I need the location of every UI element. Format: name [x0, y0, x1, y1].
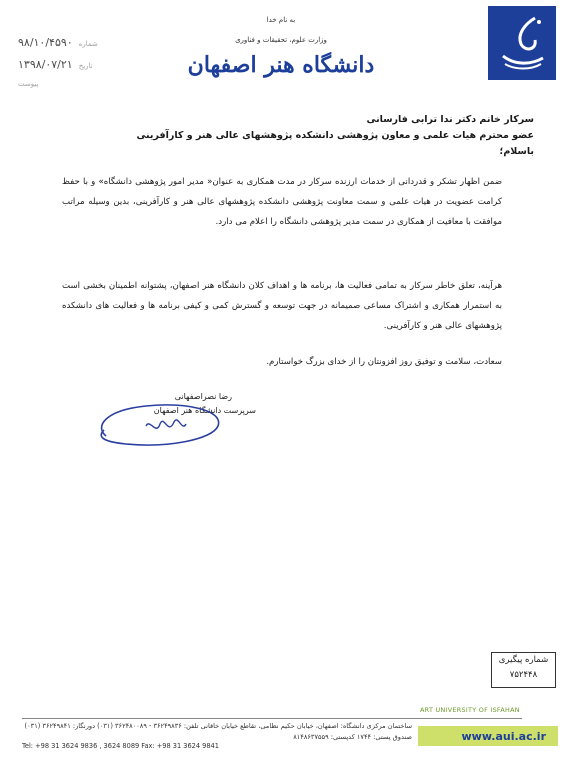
signer-title: سرپرست دانشگاه هنر اصفهان [153, 406, 256, 415]
university-title: دانشگاه هنر اصفهان [187, 52, 375, 78]
footer-postal: صندوق پستی: ۱۷۴۴ کدپستی: ۸۱۴۸۶۳۷۵۵۹ [293, 733, 412, 741]
website-bar [418, 726, 558, 746]
footer-address-text: ساختمان مرکزی دانشگاه: اصفهان، خیابان حکیم نظامی، تقاطع خیابان خاقانی [200, 722, 412, 730]
university-logo-icon [495, 12, 549, 74]
handwritten-signature [86, 396, 236, 454]
besmeh: به نام خدا [266, 16, 296, 24]
body-paragraph-2: هرآینه، تعلق خاطر سرکار به تمامی فعالیت ها، برنامه ها و اهداف کلان دانشگاه هنر اصفهان، پشتوانه اطمینان بخشی است به استمرار همکاری و اشتراک مساعی صمیمانه در جهت توسعه و گسترش کمی و کیفی برنامه ها و فعالیت های دانشکده پژوهشهای عالی هنر و کارآفرینی. [62, 281, 502, 331]
body-paragraph-1: ضمن اظهار تشکر و قدردانی از خدمات ارزنده سرکار در مدت همکاری به عنوان« مدیر امور پژوهشی دانشگاه» و با حفظ کرامت عضویت در هیات علمی و سمت معاونت پژوهشی دانشکده پژوهشهای عالی هنر و کارآفرینی، بدین وسیله مراتب موافقت با معافیت از همکاری در سمت مدیر پژوهشی دانشگاه را اعلام می دارد. [62, 177, 502, 227]
university-logo [488, 6, 556, 80]
footer-address [24, 722, 412, 730]
signer-name: رضا نصراصفهانی [174, 392, 232, 401]
letter-number-row [18, 36, 98, 49]
letter-date-row [18, 58, 93, 71]
tracking-label: شماره پیگیری [498, 655, 549, 665]
letter-number-value: ۹۸/۱۰/۴۵۹۰ [18, 36, 73, 49]
closing-line: سعادت، سلامت و توفیق روز افزونتان را از خدای بزرگ خواستارم. [266, 357, 502, 367]
tracking-box [491, 652, 556, 688]
ministry-name: وزارت علوم، تحقیقات و فناوری [235, 36, 327, 44]
letter-number-label: شماره [78, 40, 98, 48]
attachment-label: پیوست [18, 80, 39, 88]
attachment-row [18, 80, 38, 88]
tracking-number: ۷۵۲۴۴۸ [509, 670, 538, 680]
footer-phone-fa: تلفن: ۳۶۲۴۹۸۳۶ - ۳۶۲۴۸۰۰۸۹ (۰۳۱) دورنگار: ۳۶۲۴۹۸۴۱ (۰۳۱) [24, 722, 199, 730]
website-link[interactable]: www.aui.ac.ir [461, 729, 546, 743]
letter-date-label: تاریخ [78, 62, 93, 70]
art-university-label: ART UNIVERSITY OF ISFAHAN [420, 706, 520, 714]
footer-divider [22, 718, 522, 719]
footer-phone-en: Tel: +98 31 3624 9836 , 3624 8089 Fax: +98 31 3624 9841 [22, 742, 219, 750]
addressee-position: عضو محترم هیات علمی و معاون پژوهشی دانشکده پژوهشهای عالی هنر و کارآفرینی [136, 130, 534, 141]
addressee-name: سرکار خانم دکتر ندا ترابی فارسانی [366, 114, 534, 125]
greeting: باسلام؛ [499, 146, 534, 157]
letter-date-value: ۱۳۹۸/۰۷/۲۱ [18, 58, 73, 71]
